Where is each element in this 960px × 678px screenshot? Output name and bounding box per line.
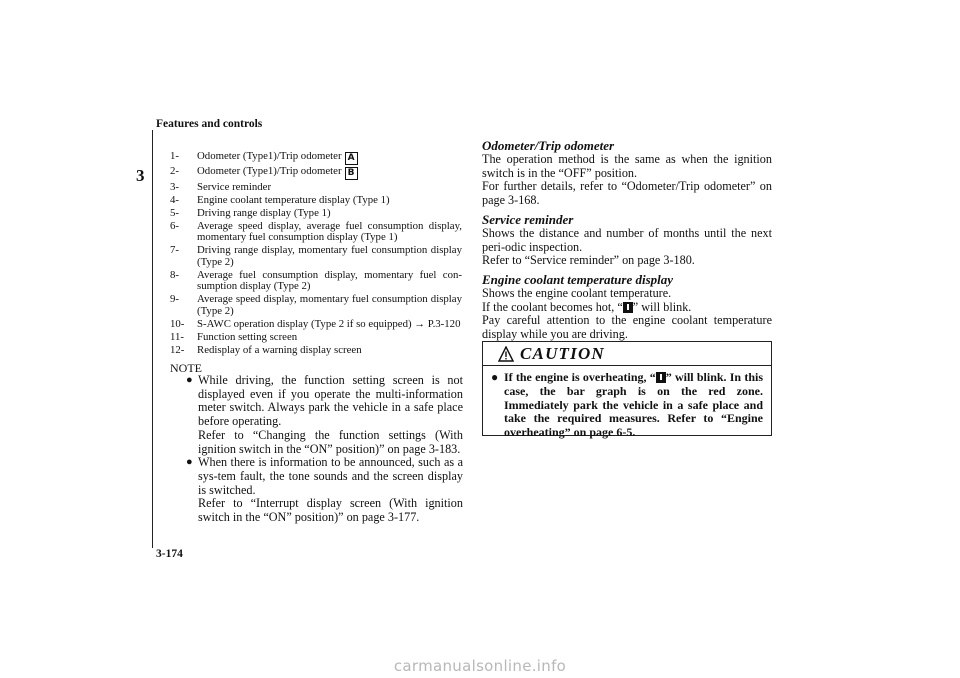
list-item-number: 4-	[170, 193, 179, 206]
note-bullet	[186, 456, 463, 525]
list-item-number: 8-	[170, 268, 179, 281]
coolant-temperature-icon	[656, 372, 666, 383]
list-item-text: Average fuel consumption display, momentary fuel con-sumption display (Type 2)	[197, 268, 462, 293]
note-reference: Refer to “Interrupt display screen (With ignition switch in the “ON” position)” on page 3-177.	[198, 496, 463, 525]
section-text: Shows the distance and number of months until the next peri-odic inspection.	[482, 225, 772, 254]
list-item	[170, 166, 462, 180]
list-item-text: Service reminder	[197, 180, 272, 193]
list-item	[170, 208, 462, 220]
note-title: NOTE	[170, 361, 202, 375]
note-reference: Refer to “Changing the function settings (With ignition switch in the “ON” position)” on page 3-183.	[198, 427, 463, 456]
page-number: 3-174	[156, 548, 183, 560]
list-item	[170, 270, 462, 293]
section-heading: Odometer/Trip odometer	[482, 138, 615, 153]
bullet-icon: ●	[491, 370, 499, 384]
note-bullet	[186, 374, 463, 456]
service-reminder-section	[482, 212, 772, 268]
chapter-tab-number: 3	[136, 166, 145, 185]
bullet-icon: ●	[186, 456, 193, 469]
list-item	[170, 151, 462, 165]
section-reference: Refer to “Service reminder” on page 3-180.	[482, 253, 695, 268]
caution-title: CAUTION	[520, 343, 605, 363]
list-item-number: 1-	[170, 150, 179, 162]
list-item	[170, 245, 462, 268]
list-item-text: S-AWC operation display (Type 2 if so equipped) → P.3-120	[197, 318, 461, 331]
blink-text: If the coolant becomes hot, “ ” will blink.	[482, 299, 692, 314]
list-item-number: 7-	[170, 244, 179, 257]
section-header: Features and controls	[156, 118, 263, 130]
watermark: carmanualsonline.info	[393, 657, 567, 675]
caution-box	[482, 341, 772, 440]
list-item-number: 6-	[170, 219, 179, 232]
list-item-number: 5-	[170, 206, 179, 219]
trip-a-icon: A	[345, 152, 358, 165]
caution-text: If the engine is overheating, “ ” will blink. In this case, the bar graph is on the red zone. Immediately park the vehicle in a safe place and take the required measures. Refer to “Engine overheating” on page 6-5.	[504, 370, 763, 440]
list-item	[170, 294, 462, 317]
list-item-text: Average speed display, average fuel consumption display, momentary fuel consumption display (Type 1)	[197, 219, 462, 244]
list-item-text: Driving range display (Type 1)	[197, 206, 331, 219]
section-reference: For further details, refer to “Odometer/Trip odometer” on page 3-168.	[482, 179, 772, 208]
list-item-number: 10-	[170, 318, 185, 331]
display-item-list	[170, 151, 462, 358]
margin-rule	[152, 130, 153, 548]
section-text: Shows the engine coolant temperature.	[482, 285, 672, 300]
list-item	[170, 195, 462, 207]
coolant-temperature-icon	[623, 302, 633, 313]
bullet-icon: ●	[186, 374, 193, 386]
list-item	[170, 319, 462, 331]
list-item	[170, 221, 462, 244]
right-column	[482, 138, 772, 346]
list-item-text: Redisplay of a warning display screen	[197, 344, 362, 357]
note-text: When there is information to be announced, such as a sys-tem fault, the tone sounds and the screen display is switched.	[198, 455, 463, 497]
note-list	[186, 374, 463, 525]
list-item	[170, 332, 462, 344]
list-item-text: Driving range display, momentary fuel consumption display (Type 2)	[197, 244, 462, 268]
list-item-number: 11-	[170, 331, 184, 344]
coolant-section	[482, 272, 772, 342]
list-item	[170, 182, 462, 194]
section-text: Pay careful attention to the engine coolant temperature display while you are driving.	[482, 313, 772, 342]
list-item-text: Function setting screen	[197, 331, 298, 344]
section-text: The operation method is the same as when the ignition switch is in the “OFF” position.	[482, 152, 772, 180]
list-item-number: 3-	[170, 180, 179, 193]
warning-triangle-icon	[498, 346, 514, 362]
list-item-number: 2-	[170, 165, 179, 178]
caution-body	[483, 366, 771, 440]
list-item-text: Odometer (Type1)/Trip odometer	[197, 150, 342, 162]
list-item-text: Average speed display, momentary fuel consumption display (Type 2)	[197, 293, 462, 318]
list-item-number: 12-	[170, 344, 185, 357]
caution-header	[483, 342, 771, 366]
list-item-text: Engine coolant temperature display (Type 1)	[197, 193, 390, 206]
odometer-section	[482, 138, 772, 208]
section-heading: Service reminder	[482, 211, 574, 227]
trip-b-icon: B	[345, 167, 358, 180]
list-item-number: 9-	[170, 293, 179, 306]
section-heading: Engine coolant temperature display	[482, 271, 674, 287]
list-item	[170, 345, 462, 357]
list-item-text: Odometer (Type1)/Trip odometer	[197, 165, 342, 178]
note-text: While driving, the function setting screen is not displayed even if you operate the multi-information meter switch. Always park the vehicle in a safe place before operating.	[198, 373, 463, 429]
